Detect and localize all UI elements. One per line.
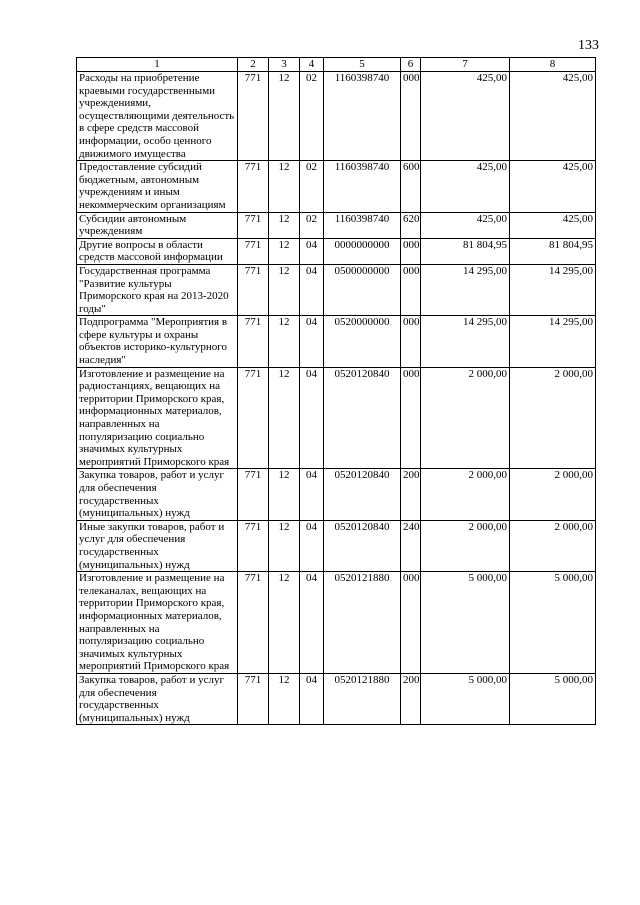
ministry-code-cell: 771 bbox=[238, 264, 269, 315]
section-code-cell: 12 bbox=[269, 316, 300, 367]
amount-col7-cell: 14 295,00 bbox=[421, 264, 510, 315]
subsection-code-cell: 02 bbox=[300, 212, 324, 238]
table-row bbox=[77, 72, 596, 161]
subsection-code-cell: 02 bbox=[300, 161, 324, 212]
amount-col7-cell: 14 295,00 bbox=[421, 316, 510, 367]
target-article-cell: 1160398740 bbox=[324, 161, 401, 212]
expense-name-cell: Государственная программа "Развитие культуры Приморского края на 2013-2020 годы" bbox=[77, 264, 238, 315]
column-header: 1 bbox=[77, 58, 238, 72]
amount-col8-cell: 14 295,00 bbox=[510, 316, 596, 367]
expense-name-cell: Иные закупки товаров, работ и услуг для обеспечения государственных (муниципальных) нужд bbox=[77, 520, 238, 571]
subsection-code-cell: 04 bbox=[300, 238, 324, 264]
ministry-code-cell: 771 bbox=[238, 316, 269, 367]
amount-col7-cell: 2 000,00 bbox=[421, 367, 510, 469]
section-code-cell: 12 bbox=[269, 367, 300, 469]
ministry-code-cell: 771 bbox=[238, 469, 269, 520]
expense-type-cell: 000 bbox=[401, 316, 421, 367]
target-article-cell: 0500000000 bbox=[324, 264, 401, 315]
amount-col8-cell: 425,00 bbox=[510, 161, 596, 212]
section-code-cell: 12 bbox=[269, 264, 300, 315]
amount-col7-cell: 2 000,00 bbox=[421, 520, 510, 571]
subsection-code-cell: 04 bbox=[300, 469, 324, 520]
target-article-cell: 1160398740 bbox=[324, 72, 401, 161]
page-number: 133 bbox=[578, 38, 599, 53]
section-code-cell: 12 bbox=[269, 520, 300, 571]
amount-col8-cell: 81 804,95 bbox=[510, 238, 596, 264]
target-article-cell: 0520120840 bbox=[324, 469, 401, 520]
section-code-cell: 12 bbox=[269, 161, 300, 212]
ministry-code-cell: 771 bbox=[238, 212, 269, 238]
ministry-code-cell: 771 bbox=[238, 520, 269, 571]
expense-type-cell: 000 bbox=[401, 264, 421, 315]
amount-col7-cell: 425,00 bbox=[421, 161, 510, 212]
subsection-code-cell: 04 bbox=[300, 367, 324, 469]
amount-col7-cell: 5 000,00 bbox=[421, 572, 510, 674]
expense-type-cell: 200 bbox=[401, 469, 421, 520]
table-row bbox=[77, 264, 596, 315]
subsection-code-cell: 04 bbox=[300, 673, 324, 724]
expense-name-cell: Закупка товаров, работ и услуг для обеспечения государственных (муниципальных) нужд bbox=[77, 673, 238, 724]
table-row bbox=[77, 572, 596, 674]
section-code-cell: 12 bbox=[269, 572, 300, 674]
subsection-code-cell: 04 bbox=[300, 520, 324, 571]
column-number-header-row bbox=[77, 58, 596, 72]
expense-type-cell: 000 bbox=[401, 367, 421, 469]
section-code-cell: 12 bbox=[269, 238, 300, 264]
amount-col8-cell: 425,00 bbox=[510, 212, 596, 238]
subsection-code-cell: 04 bbox=[300, 316, 324, 367]
amount-col8-cell: 5 000,00 bbox=[510, 572, 596, 674]
expense-name-cell: Расходы на приобретение краевыми государственными учреждениями, осуществляющими деятельность в сфере средств массовой информации, особо ценного движимого имущества bbox=[77, 72, 238, 161]
expense-type-cell: 000 bbox=[401, 72, 421, 161]
amount-col8-cell: 5 000,00 bbox=[510, 673, 596, 724]
amount-col8-cell: 2 000,00 bbox=[510, 469, 596, 520]
ministry-code-cell: 771 bbox=[238, 367, 269, 469]
column-header: 7 bbox=[421, 58, 510, 72]
ministry-code-cell: 771 bbox=[238, 673, 269, 724]
expense-type-cell: 000 bbox=[401, 572, 421, 674]
budget-table bbox=[76, 57, 596, 725]
expense-name-cell: Подпрограмма "Мероприятия в сфере культуры и охраны объектов историко-культурного наследия" bbox=[77, 316, 238, 367]
target-article-cell: 0520120840 bbox=[324, 367, 401, 469]
ministry-code-cell: 771 bbox=[238, 572, 269, 674]
table-row bbox=[77, 238, 596, 264]
table-row bbox=[77, 367, 596, 469]
amount-col8-cell: 2 000,00 bbox=[510, 367, 596, 469]
amount-col7-cell: 5 000,00 bbox=[421, 673, 510, 724]
column-header: 5 bbox=[324, 58, 401, 72]
amount-col8-cell: 14 295,00 bbox=[510, 264, 596, 315]
section-code-cell: 12 bbox=[269, 72, 300, 161]
column-header: 3 bbox=[269, 58, 300, 72]
amount-col7-cell: 425,00 bbox=[421, 72, 510, 161]
section-code-cell: 12 bbox=[269, 469, 300, 520]
table-row bbox=[77, 161, 596, 212]
expense-type-cell: 620 bbox=[401, 212, 421, 238]
ministry-code-cell: 771 bbox=[238, 238, 269, 264]
section-code-cell: 12 bbox=[269, 673, 300, 724]
expense-type-cell: 000 bbox=[401, 238, 421, 264]
target-article-cell: 0520120840 bbox=[324, 520, 401, 571]
ministry-code-cell: 771 bbox=[238, 72, 269, 161]
amount-col7-cell: 425,00 bbox=[421, 212, 510, 238]
section-code-cell: 12 bbox=[269, 212, 300, 238]
table-row bbox=[77, 673, 596, 724]
target-article-cell: 0520000000 bbox=[324, 316, 401, 367]
expense-name-cell: Другие вопросы в области средств массовой информации bbox=[77, 238, 238, 264]
amount-col8-cell: 2 000,00 bbox=[510, 520, 596, 571]
table-row bbox=[77, 316, 596, 367]
expense-name-cell: Изготовление и размещение на телеканалах, вещающих на территории Приморского края, информационных материалов, направленных на популяризацию социально значимых культурных мероприятий Приморского края bbox=[77, 572, 238, 674]
column-header: 4 bbox=[300, 58, 324, 72]
amount-col7-cell: 81 804,95 bbox=[421, 238, 510, 264]
ministry-code-cell: 771 bbox=[238, 161, 269, 212]
amount-col7-cell: 2 000,00 bbox=[421, 469, 510, 520]
column-header: 6 bbox=[401, 58, 421, 72]
subsection-code-cell: 04 bbox=[300, 264, 324, 315]
expense-type-cell: 200 bbox=[401, 673, 421, 724]
expense-name-cell: Закупка товаров, работ и услуг для обеспечения государственных (муниципальных) нужд bbox=[77, 469, 238, 520]
amount-col8-cell: 425,00 bbox=[510, 72, 596, 161]
column-header: 2 bbox=[238, 58, 269, 72]
expense-name-cell: Изготовление и размещение на радиостанциях, вещающих на территории Приморского края, информационных материалов, направленных на популяризацию социально значимых культурных мероприятий Приморского края bbox=[77, 367, 238, 469]
expense-name-cell: Субсидии автономным учреждениям bbox=[77, 212, 238, 238]
table-row bbox=[77, 212, 596, 238]
table-row bbox=[77, 520, 596, 571]
expense-type-cell: 240 bbox=[401, 520, 421, 571]
column-header: 8 bbox=[510, 58, 596, 72]
expense-name-cell: Предоставление субсидий бюджетным, автономным учреждениям и иным некоммерческим организациям bbox=[77, 161, 238, 212]
target-article-cell: 1160398740 bbox=[324, 212, 401, 238]
subsection-code-cell: 02 bbox=[300, 72, 324, 161]
table-row bbox=[77, 469, 596, 520]
target-article-cell: 0520121880 bbox=[324, 572, 401, 674]
target-article-cell: 0520121880 bbox=[324, 673, 401, 724]
subsection-code-cell: 04 bbox=[300, 572, 324, 674]
expense-type-cell: 600 bbox=[401, 161, 421, 212]
target-article-cell: 0000000000 bbox=[324, 238, 401, 264]
